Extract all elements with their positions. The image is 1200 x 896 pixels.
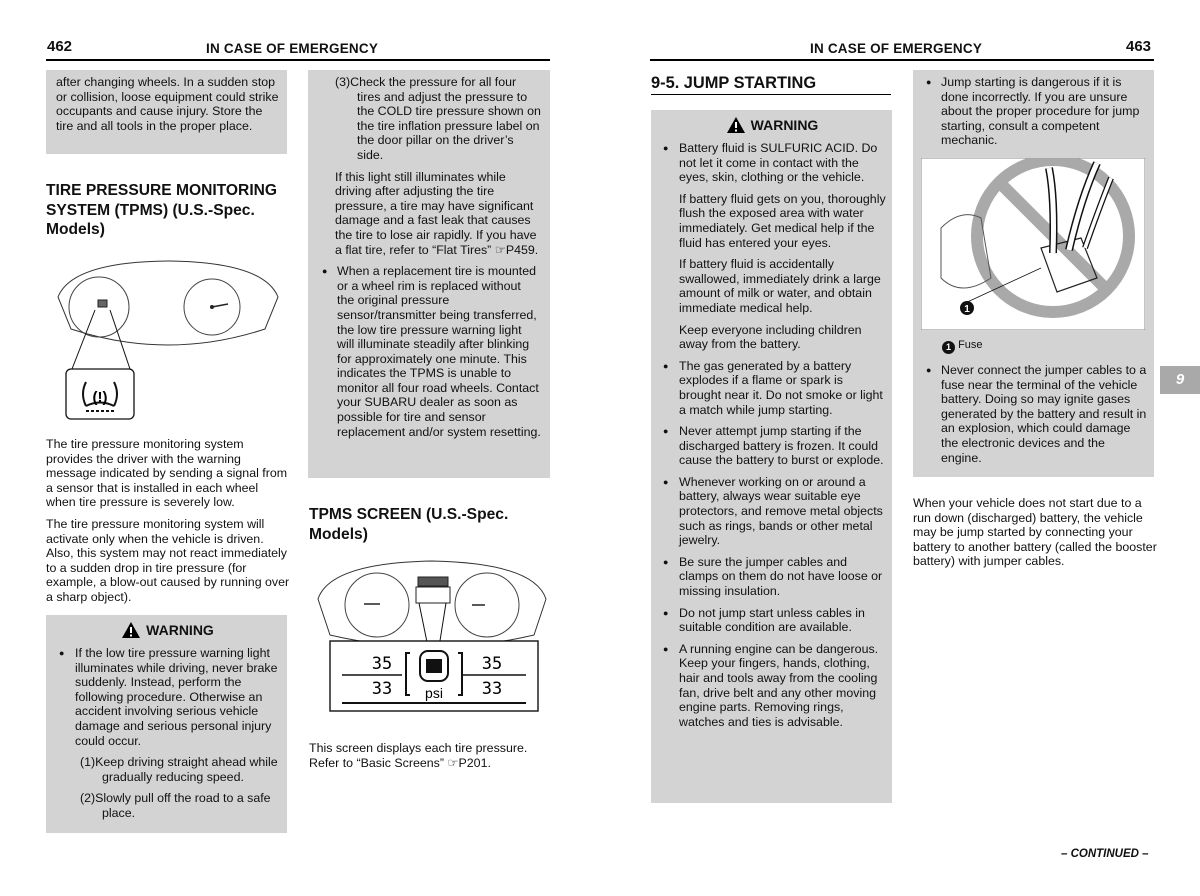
jump-warning-box [651,110,892,803]
tire-pressure-rear-left: 33 [371,679,393,699]
tpms-heading: TIRE PRESSURE MONITORING SYSTEM (TPMS) (U.S.-Spec. Models) [46,182,278,239]
warning-heading [54,621,281,639]
warning-item: ● Never attempt jump starting if the discharged battery is frozen. It could cause the battery to burst or explode. [658,424,886,468]
procedure-step: (3)Check the pressure for all four tires and adjust the pressure to the COLD tire pressure shown on the tire inflation pressure label on the door pillar on the driver’s side. [335,75,541,162]
cluster-warning-illustration [52,257,284,427]
section-heading: 9-5. JUMP STARTING [651,74,817,92]
warning-triangle-icon [726,116,746,134]
callout-number: 1 [964,303,970,315]
chapter-tab: 9 [1160,366,1200,394]
section-heading-rule [651,94,891,95]
page-number: 462 [47,38,73,55]
pressure-unit: psi [425,685,443,701]
procedure-continued-box [308,70,550,478]
jump-danger-box [913,70,1154,477]
fuse-label: Fuse [958,338,983,351]
screen-description: This screen displays each tire pressure. Refer to “Basic Screens” ☞P201. [309,741,528,770]
callout-number-badge: 1 [942,341,955,354]
warning-item: ● The gas generated by a battery explodes if a flame or spark is brought near it. Do not smoke or light a match while jump starting. [658,359,886,417]
page-number: 463 [1126,38,1152,55]
tpms-paragraph-2: The tire pressure monitoring system will activate only when the vehicle is driven. Also, this system may not react immediately to a sudden drop in tire pressure (for example, a blow-out caused by running over a sharp object). [46,516,290,604]
tire-pressure-front-left: 35 [371,654,393,674]
acid-note: If battery fluid is accidentally swallowed, immediately drink a large amount of milk or water, and obtain immediate medical help. [679,257,881,315]
warning-triangle-icon [121,621,141,639]
battery-fuse-illustration [921,158,1145,330]
warning-bullet: ● If the low tire pressure warning light illuminates while driving, never brake suddenly. Instead, perform the following procedure. Otherwise an accident involving serious vehicle damage and serious personal injury could occur. [54,646,281,748]
fuse-warning: ● Never connect the jumper cables to a fuse near the terminal of the vehicle battery. Doing so may ignite gases generated by the battery and result in an explosion, which could damage the electronic devices and the engine. [921,363,1148,465]
continued-label: – CONTINUED – [1061,848,1149,860]
warning-label: WARNING [750,117,819,133]
tpms-body [46,437,291,612]
tpms-warning-box [46,615,287,833]
tpms-warning-icon: (!) [92,389,108,406]
acid-note: Keep everyone including children away from the battery. [679,322,862,352]
danger-note: ● Jump starting is dangerous if it is done incorrectly. If you are unsure about the proper procedure for jump starting, consult a competent mechanic. [921,75,1148,148]
light-note: If this light still illuminates while driving after adjusting the tire pressure, a tire may have significant damage and a fast leak that causes the tire to lose air rapidly. If you have a flat tire, refer to “Flat Tires” ☞P459. [335,169,539,257]
warning-item: ● Do not jump start unless cables in suitable condition are available. [658,606,886,635]
intro-paragraph: When your vehicle does not start due to a run down (discharged) battery, the vehicle may be jump started by connecting your battery to another battery (called the booster battery) with jumper cables. [913,496,1157,569]
fuse-legend [921,338,1148,354]
tire-pressure-front-right: 35 [481,654,503,674]
procedure-step: (1)Keep driving straight ahead while gradually reducing speed. [80,755,278,784]
procedure-step: (2)Slowly pull off the road to a safe place. [80,791,271,820]
replacement-bullet: ● When a replacement tire is mounted or a wheel rim is replaced without the original pressure sensor/transmitter being transferred, the low tire pressure warning light will illuminate steadily after blinking for approximately one minute. This indicates the TPMS is unable to monitor all four road wheels. Contact your SUBARU dealer as soon as possible for tire and sensor replacement and/or system resetting. [317,264,541,439]
tpms-paragraph-1: The tire pressure monitoring system provides the driver with the warning message indicated by sending a signal from a sensor that is installed in each wheel when tire pressure is severely low. [46,437,288,510]
warning-item: ● Be sure the jumper cables and clamps on them do not have loose or missing insulation. [658,555,886,599]
tire-pressure-rear-right: 33 [481,679,503,699]
acid-note: If battery fluid gets on you, thoroughly flush the exposed area with water immediately. Get medical help if the fluid has entered your eyes. [679,191,886,250]
warning-item: ● Battery fluid is SULFURIC ACID. Do not let it come in contact with the eyes, skin, clothing or the vehicle. [658,141,886,185]
procedure-steps [54,755,281,820]
warning-item: ● A running engine can be dangerous. Keep your fingers, hands, clothing, hair and tools away from the cooling fan, drive belt and any other moving engine parts. Removing rings, watches and ties is advisable. [658,642,886,730]
top-note: after changing wheels. In a sudden stop or collision, loose equipment could strike occupants and cause injury. Store the tire and all tools in the proper place. [56,75,279,133]
warning-label: WARNING [146,622,214,638]
header-rule [650,59,1154,61]
top-note-box [46,70,287,154]
screen-heading: TPMS SCREEN (U.S.-Spec. Models) [309,506,509,543]
header-rule [46,59,550,61]
header-title: IN CASE OF EMERGENCY [810,41,983,56]
header-title: IN CASE OF EMERGENCY [206,41,379,56]
warning-item: ● Whenever working on or around a battery, always wear suitable eye protectors, and remove metal objects such as rings, bands or other metal jewelry. [658,475,886,548]
warning-heading [658,116,886,134]
tpms-screen-illustration [312,555,552,715]
